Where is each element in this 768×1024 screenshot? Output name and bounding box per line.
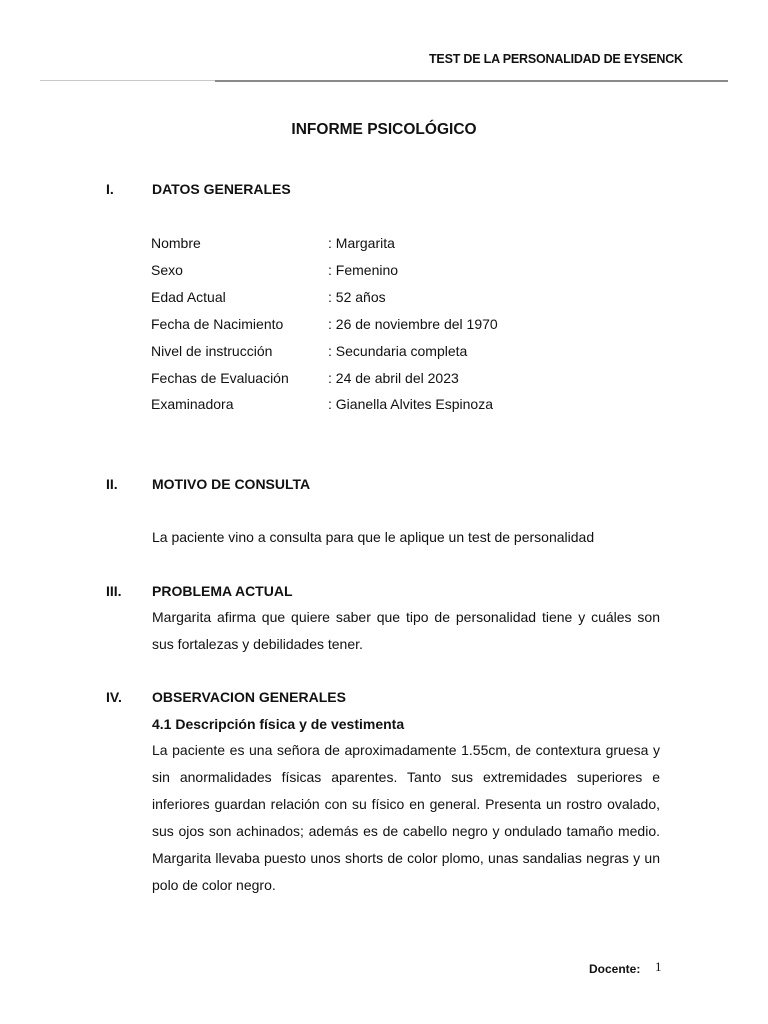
field-value-sexo: : Femenino bbox=[328, 262, 399, 278]
section-title: PROBLEMA ACTUAL bbox=[152, 583, 293, 599]
field-value-nombre: : Margarita bbox=[328, 235, 395, 251]
document-title: INFORME PSICOLÓGICO bbox=[291, 121, 477, 138]
motivo-consulta-text: La paciente vino a consulta para que le aplique un test de personalidad bbox=[152, 529, 595, 545]
field-label-nombre: Nombre bbox=[151, 235, 201, 251]
observaciones-text: La paciente es una señora de aproximadamente 1.55cm, de contextura gruesa y sin anormalidades físicas aparentes. Tanto sus extremidades superiores e inferiores guardan relación con su físico en general. Presenta un rostro ovalado, sus ojos son achinados; además es de cabello negro y ondulado tamaño medio. Margarita llevaba puesto unos shorts de color plomo, unas sandalias negras y un polo de color negro. bbox=[152, 742, 660, 893]
field-label-examinadora: Examinadora bbox=[151, 396, 234, 412]
section-number: III. bbox=[106, 583, 122, 599]
section-number: IV. bbox=[106, 689, 122, 705]
header-divider bbox=[40, 80, 728, 81]
section-title: DATOS GENERALES bbox=[152, 181, 291, 197]
field-label-nivel-instruccion: Nivel de instrucción bbox=[151, 343, 273, 359]
subsection-heading: 4.1 Descripción física y de vestimenta bbox=[152, 716, 405, 732]
section-title: MOTIVO DE CONSULTA bbox=[152, 476, 311, 492]
docente-label: Docente: bbox=[589, 962, 641, 976]
field-label-fechas-evaluacion: Fechas de Evaluación bbox=[151, 370, 289, 386]
field-value-fecha-nacimiento: : 26 de noviembre del 1970 bbox=[328, 316, 498, 332]
field-value-fechas-evaluacion: : 24 de abril del 2023 bbox=[328, 370, 459, 386]
section-number: II. bbox=[106, 476, 118, 492]
header-title: TEST DE LA PERSONALIDAD DE EYSENCK bbox=[429, 52, 683, 66]
section-number: I. bbox=[106, 181, 114, 197]
page-number: 1 bbox=[655, 959, 662, 974]
field-label-fecha-nacimiento: Fecha de Nacimiento bbox=[151, 316, 284, 332]
field-value-edad: : 52 años bbox=[328, 289, 386, 305]
field-label-sexo: Sexo bbox=[151, 262, 183, 278]
field-value-examinadora: : Gianella Alvites Espinoza bbox=[328, 396, 493, 412]
section-title: OBSERVACION GENERALES bbox=[152, 689, 346, 705]
field-label-edad: Edad Actual bbox=[151, 289, 226, 305]
field-value-nivel-instruccion: : Secundaria completa bbox=[328, 343, 468, 359]
problema-actual-text: Margarita afirma que quiere saber que tipo de personalidad tiene y cuáles son sus fortalezas y debilidades tener. bbox=[152, 609, 660, 652]
